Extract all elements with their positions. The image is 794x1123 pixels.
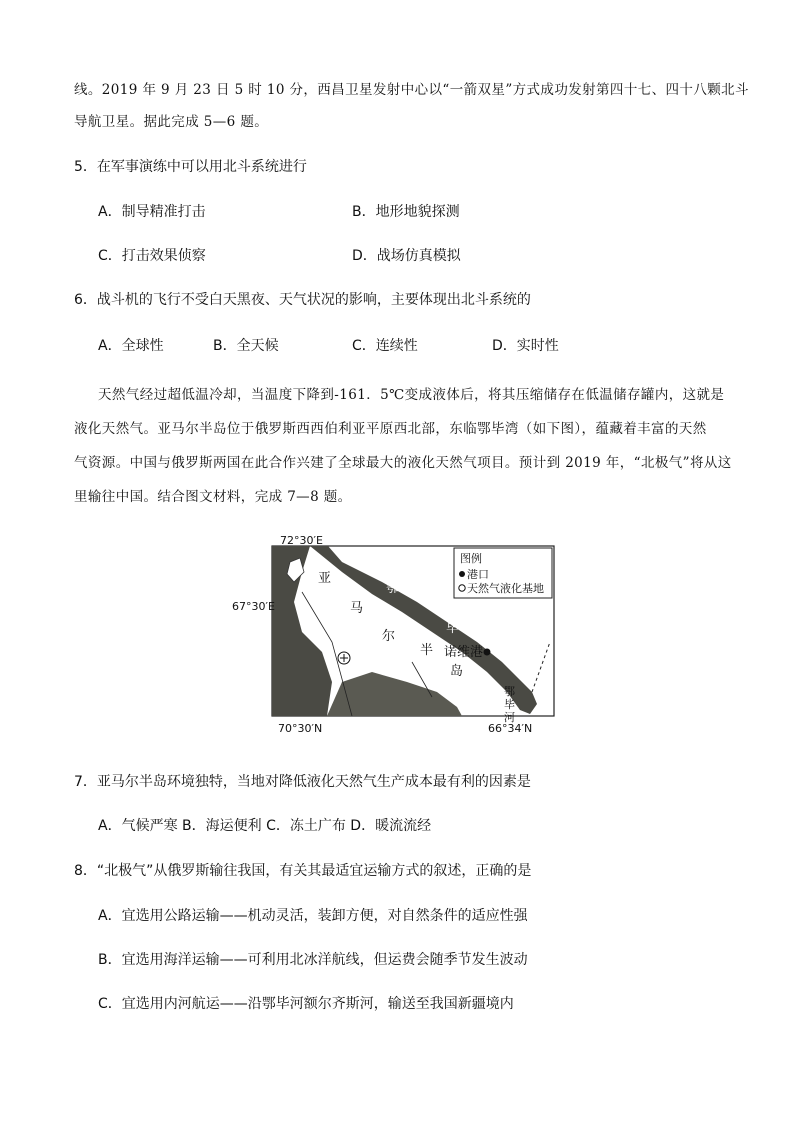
passage-2-line-4: 里输往中国。结合图文材料，完成 7—8 题。 <box>74 489 352 505</box>
legend-port-icon <box>459 571 465 577</box>
port-icon <box>484 649 491 656</box>
river-char: 鄂 <box>504 685 515 698</box>
passage-2-line-1: 天然气经过超低温冷却，当温度下降到-161．5℃变成液体后，将其压缩储存在低温储存罐内，这就是 <box>98 387 725 403</box>
question-6-option-a[interactable]: A．全球性 <box>98 338 164 354</box>
peninsula-char: 亚 <box>318 571 332 586</box>
question-6-option-d[interactable]: D．实时性 <box>492 338 559 354</box>
question-6-option-b[interactable]: B．全天候 <box>213 338 279 354</box>
peninsula-char: 马 <box>350 601 364 616</box>
question-5-option-b[interactable]: B．地形地貌探测 <box>352 204 460 220</box>
question-8-option-c[interactable]: C．宜选用内河航运——沿鄂毕河额尔齐斯河，输送至我国新疆境内 <box>98 996 514 1012</box>
yamal-peninsula-map <box>232 532 562 747</box>
question-5-option-a[interactable]: A．制导精准打击 <box>98 204 206 220</box>
legend-port-label: 港口 <box>467 568 489 581</box>
question-7-stem: 7．亚马尔半岛环境独特，当地对降低液化天然气生产成本最有利的因素是 <box>74 774 531 790</box>
peninsula-char: 尔 <box>382 629 396 644</box>
legend-title: 图例 <box>460 552 482 565</box>
question-6-option-c[interactable]: C．连续性 <box>352 338 418 354</box>
latitude-bottom-right-label: 66°34′N <box>488 722 533 735</box>
question-7-options[interactable]: A．气候严寒 B．海运便利 C．冻土广布 D．暖流流经 <box>98 818 432 834</box>
peninsula-char: 岛 <box>450 664 464 679</box>
question-6-stem: 6．战斗机的飞行不受白天黑夜、天气状况的影响，主要体现出北斗系统的 <box>74 292 531 308</box>
question-8-option-a[interactable]: A．宜选用公路运输——机动灵活，装卸方便，对自然条件的适应性强 <box>98 908 528 924</box>
passage-2-line-3: 气资源。中国与俄罗斯两国在此合作兴建了全球最大的液化天然气项目。预计到 2019 年，“北极气”将从这 <box>74 455 732 471</box>
bay-char: 鄂 <box>386 581 400 596</box>
latitude-bottom-left-label: 70°30′N <box>278 722 323 735</box>
intro-line-2: 导航卫星。据此完成 5—6 题。 <box>74 114 269 130</box>
legend-lng-icon <box>459 585 465 591</box>
question-8-stem: 8．“北极气”从俄罗斯输往我国，有关其最适宜运输方式的叙述，正确的是 <box>74 863 532 879</box>
legend-lng-label: 天然气液化基地 <box>467 582 544 595</box>
question-8-option-b[interactable]: B．宜选用海洋运输——可利用北冰洋航线，但运费会随季节发生波动 <box>98 952 528 968</box>
passage-2-line-2: 液化天然气。亚马尔半岛位于俄罗斯西西伯利亚平原西北部，东临鄂毕湾（如下图），蕴藏着丰富的天然 <box>74 421 707 437</box>
peninsula-char: 半 <box>420 643 434 658</box>
latitude-left-label: 67°30′E <box>232 600 275 613</box>
port-name-label: 诺维港 <box>444 645 484 660</box>
question-5-option-c[interactable]: C．打击效果侦察 <box>98 248 206 264</box>
longitude-top-label: 72°30′E <box>280 534 323 547</box>
bay-char: 毕 <box>446 621 460 636</box>
river-char: 河 <box>504 711 515 724</box>
question-5-option-d[interactable]: D．战场仿真模拟 <box>352 248 461 264</box>
bay-char: 湾 <box>514 656 528 671</box>
question-5-stem: 5．在军事演练中可以用北斗系统进行 <box>74 159 307 175</box>
intro-line-1: 线。2019 年 9 月 23 日 5 时 10 分，西昌卫星发射中心以“一箭双星”方式成功发射第四十七、四十八颗北斗 <box>74 82 749 98</box>
river-char: 毕 <box>504 698 515 711</box>
